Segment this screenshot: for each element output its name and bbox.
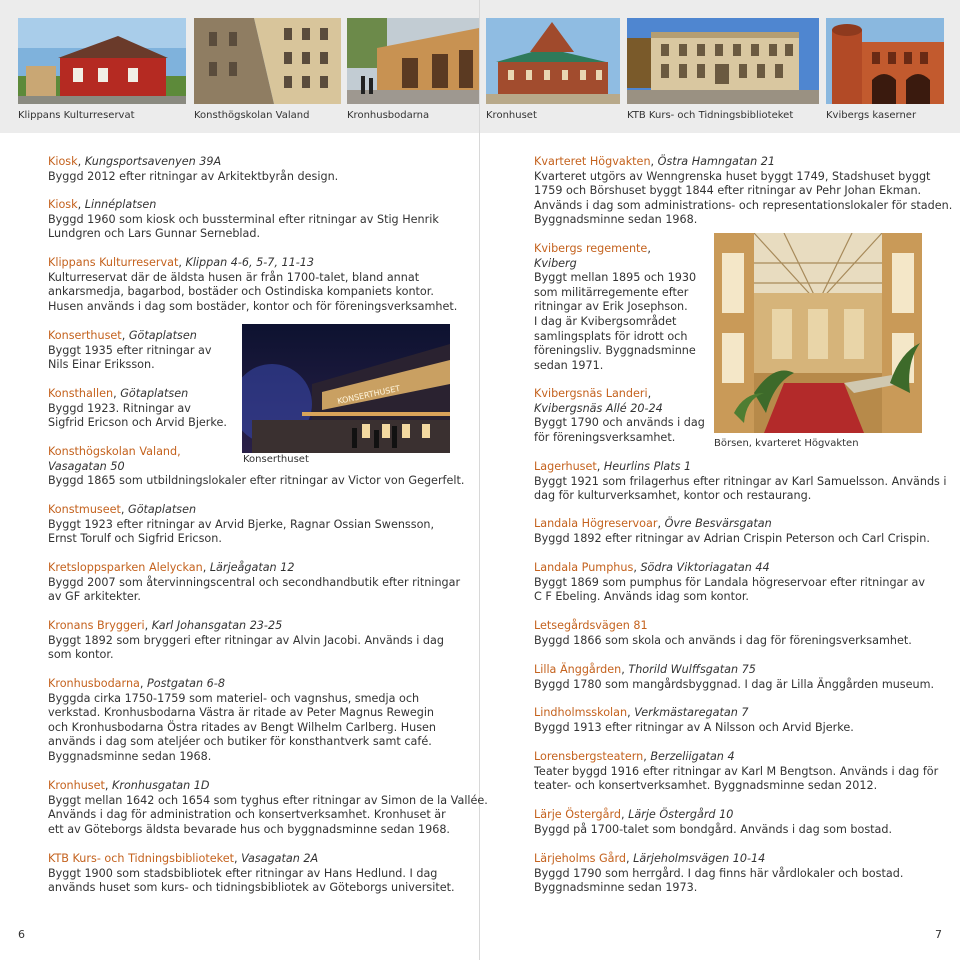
entry-title: Kretsloppsparken Alelyckan xyxy=(48,561,203,574)
entry-title: Konserthuset xyxy=(48,329,122,342)
entry-title: KTB Kurs- och Tidningsbiblioteket xyxy=(48,852,234,865)
entry-kvibergs-regemente xyxy=(534,242,696,373)
entry-line: för föreningsverksamhet. xyxy=(534,430,676,444)
left-photo-strip xyxy=(0,0,479,133)
photo-borsen-hogvakten xyxy=(714,233,922,433)
comma: , xyxy=(233,852,242,865)
comma: , xyxy=(77,155,85,168)
entry-location: Övre Besvärsgatan xyxy=(664,517,772,530)
entry-title: Lärje Östergård xyxy=(534,808,622,821)
entry-location: Lärje Östergård 10 xyxy=(628,808,734,821)
comma: , xyxy=(202,561,210,574)
entry-lagerhuset xyxy=(534,460,947,504)
entry-konserthuset xyxy=(48,329,212,373)
entry-location: Berzeliigatan 4 xyxy=(650,750,735,763)
entry-line: av GF arkitekter. xyxy=(48,590,141,604)
comma: , xyxy=(650,155,658,168)
entry-line: Kulturreservat där de äldsta husen är från 1700-talet, bland annat xyxy=(48,270,420,284)
photo-ktb-kurs-och-tidningsbiblioteket xyxy=(627,18,819,104)
comma: , xyxy=(77,198,85,211)
entry-line: Byggd 1923. Ritningar av xyxy=(48,401,191,415)
entry-line: Byggd 1866 som skola och används i dag för föreningsverksamhet. xyxy=(534,633,912,647)
entry-line: Byggnadsminne sedan 1968. xyxy=(48,749,212,763)
comma: , xyxy=(121,329,129,342)
entry-location: Klippan 4-6, 5-7, 11-13 xyxy=(185,256,315,269)
entry-line: Byggd 1865 som utbildningslokaler efter ritningar av Victor von Gegerfelt. xyxy=(48,474,465,488)
entry-line: Sigfrid Ericson och Arvid Bjerke. xyxy=(48,416,227,430)
entry-landala-pumphus xyxy=(534,561,925,605)
caption-konserthuset-photo: Konserthuset xyxy=(243,454,309,465)
caption-kronhusbodarna: Kronhusbodarna xyxy=(347,110,430,121)
entry-line: Byggd 1790 som herrgård. I dag finns här vårdlokaler och bostad. xyxy=(534,866,904,880)
comma: , xyxy=(139,677,148,690)
entry-kronhuset xyxy=(48,779,488,837)
entry-line: används huset som kurs- och tidningsbibliotek av Göteborgs universitet. xyxy=(48,881,455,895)
entry-ktb xyxy=(48,852,455,896)
entry-line: 1759 och Börshuset byggt 1844 efter ritningar av Pehr Johan Ekman. xyxy=(534,184,922,198)
caption-ktb-kurs-och-tidningsbiblioteket: KTB Kurs- och Tidningsbiblioteket xyxy=(627,110,794,121)
entry-line: Används i dag för administration och konsertverksamhet. Kronhuset är xyxy=(48,808,446,822)
entry-location: Götaplatsen xyxy=(128,329,197,342)
caption-borsen-photo: Börsen, kvarteret Högvakten xyxy=(714,438,859,449)
entry-line: Teater byggd 1916 efter ritningar av Karl M Bengtson. Används i dag för xyxy=(534,764,939,778)
entry-location: Kronhusgatan 1D xyxy=(112,779,210,792)
entry-line: dag för kulturverksamhet, kontor och restaurang. xyxy=(534,489,812,503)
entry-line: verkstad. Kronhusbodarna Västra är ritade av Peter Magnus Rewegin xyxy=(48,706,435,720)
sign-konserthuset: KONSERTHUSET xyxy=(336,383,402,406)
entry-title: Lärjeholms Gård xyxy=(534,852,627,865)
entry-title: Lagerhuset xyxy=(534,460,597,473)
entry-location: Heurlins Plats 1 xyxy=(603,460,692,473)
comma: , xyxy=(596,460,604,473)
entry-title: Lindholmsskolan xyxy=(534,706,628,719)
entry-kvarteret-hogvakten xyxy=(534,155,952,228)
entry-landala-hogreservoar xyxy=(534,517,930,546)
entry-location: Kvibergsnäs Allé 20-24 xyxy=(534,401,663,415)
entry-line: ritningar av Erik Josephson. xyxy=(534,300,688,314)
entry-line: Byggd 1913 efter ritningar av A Nilsson och Arvid Bjerke. xyxy=(534,720,854,734)
entry-line: Byggnadsminne sedan 1968. xyxy=(534,213,698,227)
entry-line: sedan 1971. xyxy=(534,358,604,372)
entry-line: Används i dag som administrations- och representationslokaler för staden. xyxy=(534,198,953,212)
entry-title: Kvibergs regemente xyxy=(534,242,648,255)
entry-location: Kviberg xyxy=(534,256,577,270)
entry-line: Husen används i dag som bostäder, kontor och för föreningsverksamhet. xyxy=(48,299,458,313)
entry-line: Byggt 1900 som stadsbibliotek efter ritningar av Hans Hedlund. I dag xyxy=(48,866,438,880)
entry-line: ett av Göteborgs äldsta bevarade hus och byggnadsminne sedan 1968. xyxy=(48,822,450,836)
entry-konstmuseet xyxy=(48,503,434,547)
entry-line: Byggt 1923 efter ritningar av Arvid Bjerke, Ragnar Ossian Swensson, xyxy=(48,517,435,531)
entry-title: Lorensbergsteatern xyxy=(534,750,644,763)
entry-line: Nils Einar Eriksson. xyxy=(48,358,155,372)
entry-line: som kontor. xyxy=(48,648,114,662)
photo-konsthogskolan-valand xyxy=(194,18,341,104)
page-number-right: 7 xyxy=(935,928,942,941)
entry-line: teater- och konsertverksamhet. Byggnadsminne sedan 2012. xyxy=(534,779,878,793)
entry-line: Byggt 1935 efter ritningar av xyxy=(48,343,212,357)
entry-kronhusbodarna xyxy=(48,677,436,765)
photo-kvibergs-kaserner xyxy=(826,18,944,104)
entry-location: Vasagatan 2A xyxy=(241,852,319,865)
caption-kronhuset: Kronhuset xyxy=(486,110,537,121)
entry-line: C F Ebeling. Används idag som kontor. xyxy=(534,590,749,604)
entry-letsegardsvagen xyxy=(534,619,912,648)
entry-title: Lilla Änggården xyxy=(534,663,622,676)
entry-title: Landala Högreservoar xyxy=(534,517,658,530)
entry-location: Linnéplatsen xyxy=(84,198,157,211)
entry-line: Byggt mellan 1642 och 1654 som tyghus efter ritningar av Simon de la Vallée. xyxy=(48,793,488,807)
entry-klippans-kulturreservat xyxy=(48,256,457,314)
entry-title: Landala Pumphus xyxy=(534,561,634,574)
photo-kronhusbodarna xyxy=(347,18,479,104)
entry-location: Kungsportsavenyen 39A xyxy=(84,155,222,168)
entry-line: Byggt 1892 som bryggeri efter ritningar av Alvin Jacobi. Används i dag xyxy=(48,633,444,647)
entry-line: Ernst Torulf och Sigfrid Ericson. xyxy=(48,532,222,546)
comma: , xyxy=(104,779,113,792)
entry-location: Götaplatsen xyxy=(128,503,197,516)
entry-line: Byggnadsminne sedan 1973. xyxy=(534,881,698,895)
entry-line: ankarsmedja, bagarbod, bostäder och Ostindiska kompaniets kontor. xyxy=(48,285,434,299)
entry-line: Byggd 2012 efter ritningar av Arkitektbyrån design. xyxy=(48,169,339,183)
entry-line: används i dag som ateljéer och butiker för konsthantverk samt café. xyxy=(48,735,432,749)
entry-konsthallen xyxy=(48,387,227,431)
comma: , xyxy=(621,808,629,821)
comma: , xyxy=(627,706,635,719)
entry-location: Karl Johansgatan 23-25 xyxy=(151,619,283,632)
entry-location: Postgatan 6-8 xyxy=(147,677,225,690)
entry-line: Byggd 1780 som mangårdsbyggnad. I dag är Lilla Änggården museum. xyxy=(534,677,935,691)
entry-larje-ostergard xyxy=(534,808,892,837)
entry-line: Byggt mellan 1895 och 1930 xyxy=(534,271,697,285)
entry-location: Vasagatan 50 xyxy=(48,459,125,473)
entry-kiosk-linneplatsen xyxy=(48,198,439,242)
entry-title: Kiosk xyxy=(48,198,78,211)
photo-kronhuset xyxy=(486,18,620,104)
entry-title: Kvarteret Högvakten xyxy=(534,155,651,168)
entry-line: Byggda cirka 1750-1759 som materiel- och vagnshus, smedja och xyxy=(48,691,420,705)
caption-kvibergs-kaserner: Kvibergs kaserner xyxy=(826,110,917,121)
caption-klippans-kulturreservat: Klippans Kulturreservat xyxy=(18,110,135,121)
entry-location: Lärjeholmsvägen 10-14 xyxy=(633,852,766,865)
comma: , xyxy=(647,387,652,400)
entry-title: Kiosk xyxy=(48,155,78,168)
entry-title: Kvibergsnäs Landeri xyxy=(534,387,648,400)
entry-line: som militärregemente efter xyxy=(534,285,689,299)
entry-line: Kvarteret utgörs av Wenngrenska huset byggt 1749, Stadshuset byggt xyxy=(534,169,931,183)
entry-kronans-bryggeri xyxy=(48,619,444,663)
entry-location: Verkmästaregatan 7 xyxy=(634,706,749,719)
entry-title: Kronhuset xyxy=(48,779,105,792)
entry-line: Byggt 1790 och används i dag xyxy=(534,416,705,430)
comma: , xyxy=(120,503,129,516)
entry-title: Klippans Kulturreservat xyxy=(48,256,179,269)
entry-title: Kronhusbodarna xyxy=(48,677,140,690)
comma: , xyxy=(626,852,634,865)
entry-lilla-anggarden xyxy=(534,663,934,692)
entry-lindholmsskolan xyxy=(534,706,854,735)
entry-title: Konstmuseet xyxy=(48,503,121,516)
comma: , xyxy=(177,445,181,458)
entry-title: Konsthallen xyxy=(48,387,114,400)
caption-konsthogskolan-valand: Konsthögskolan Valand xyxy=(194,110,310,121)
comma: , xyxy=(633,561,641,574)
entry-line: Byggt 1869 som pumphus för Landala högreservoar efter ritningar av xyxy=(534,575,926,589)
entry-line: och Kronhusbodarna Östra ritades av Bengt Wilhelm Carlberg. Husen xyxy=(48,720,437,734)
entry-line: föreningsliv. Byggnadsminne xyxy=(534,344,696,358)
entry-title: Letsegårdsvägen 81 xyxy=(534,619,648,632)
entry-line: samlingsplats för idrott och xyxy=(534,329,688,343)
entry-title: Konsthögskolan Valand xyxy=(48,445,178,458)
right-photo-strip xyxy=(480,0,960,133)
comma: , xyxy=(178,256,186,269)
entry-location: Lärjeågatan 12 xyxy=(209,561,295,574)
entry-title: Kronans Bryggeri xyxy=(48,619,145,632)
comma: , xyxy=(144,619,152,632)
entry-kvibergsnas-landeri xyxy=(534,387,705,445)
entry-line: Byggd 1960 som kiosk och bussterminal efter ritningar av Stig Henrik xyxy=(48,212,439,226)
entry-line: Byggt 1921 som frilagerhus efter ritningar av Karl Samuelsson. Används i xyxy=(534,474,947,488)
comma: , xyxy=(657,517,665,530)
entry-larjeholms-gard xyxy=(534,852,903,896)
entry-line: Byggd på 1700-talet som bondgård. Används i dag som bostad. xyxy=(534,822,893,836)
entry-line: Byggd 2007 som återvinningscentral och secondhandbutik efter ritningar xyxy=(48,575,461,589)
entry-line: I dag är Kvibergsområdet xyxy=(534,314,677,328)
entry-kretsloppsparken-alelyckan xyxy=(48,561,460,605)
photo-klippans-kulturreservat xyxy=(18,18,186,104)
entry-kiosk-kungsportsavenyen xyxy=(48,155,338,184)
entry-location: Södra Viktoriagatan 44 xyxy=(640,561,770,574)
entry-location: Östra Hamngatan 21 xyxy=(657,155,776,168)
comma: , xyxy=(643,750,651,763)
page-number-left: 6 xyxy=(18,928,25,941)
entry-location: Götaplatsen xyxy=(120,387,189,400)
photo-konserthuset xyxy=(242,324,450,453)
entry-lorensbergsteatern xyxy=(534,750,938,794)
comma: , xyxy=(647,242,651,255)
comma: , xyxy=(621,663,629,676)
comma: , xyxy=(113,387,121,400)
entry-line: Byggd 1892 efter ritningar av Adrian Crispin Peterson och Carl Crispin. xyxy=(534,531,930,545)
entry-line: Lundgren och Lars Gunnar Serneblad. xyxy=(48,227,261,241)
entry-location: Thorild Wulffsgatan 75 xyxy=(628,663,756,676)
